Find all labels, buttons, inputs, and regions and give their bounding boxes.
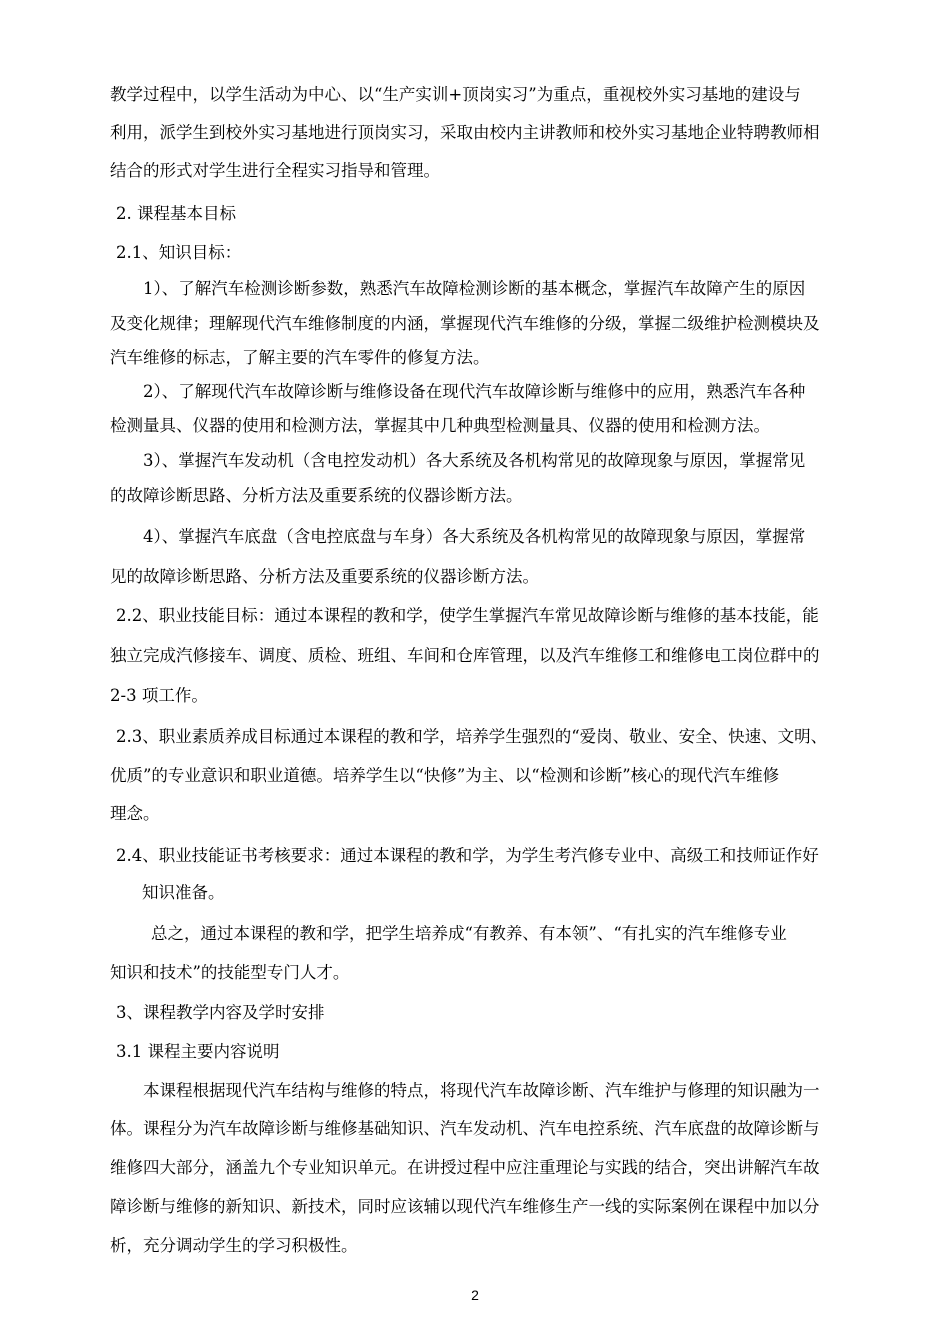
intro-line-1: 教学过程中，以学生活动为中心、以“生产实训+顶岗实习”为重点，重视校外实习基地的建设与 bbox=[110, 85, 801, 104]
content-para-line-2: 体。课程分为汽车故障诊断与维修基础知识、汽车发动机、汽车电控系统、汽车底盘的故障诊断与 bbox=[110, 1119, 820, 1138]
knowledge-item-3-line-2: 的故障诊断思路、分析方法及重要系统的仪器诊断方法。 bbox=[110, 486, 523, 505]
quality-line-2: 优质”的专业意识和职业道德。培养学生以“快修”为主、以“检测和诊断”核心的现代汽车维修 bbox=[110, 766, 780, 785]
skills-line-2: 独立完成汽修接车、调度、质检、班组、车间和仓库管理，以及汽车维修工和维修电工岗位群中的 bbox=[110, 646, 820, 665]
section-3-1-heading: 3.1 课程主要内容说明 bbox=[116, 1042, 280, 1061]
knowledge-item-2-line-2: 检测量具、仪器的使用和检测方法，掌握其中几种典型检测量具、仪器的使用和检测方法。 bbox=[110, 416, 770, 435]
knowledge-item-4-line-1: 4）、掌握汽车底盘（含电控底盘与车身）各大系统及各机构常见的故障现象与原因，掌握常 bbox=[143, 527, 806, 546]
certificate-line-1: 2.4、职业技能证书考核要求：通过本课程的教和学，为学生考汽修专业中、高级工和技师证作好 bbox=[116, 846, 819, 865]
summary-line-1: 总之，通过本课程的教和学，把学生培养成“有教养、有本领”、“有扎实的汽车维修专业 bbox=[151, 924, 787, 943]
page-number: 2 bbox=[471, 1287, 479, 1303]
knowledge-item-1-line-1: 1）、了解汽车检测诊断参数，熟悉汽车故障检测诊断的基本概念，掌握汽车故障产生的原因 bbox=[143, 279, 806, 298]
section-2-heading: 2. 课程基本目标 bbox=[116, 204, 236, 223]
skills-line-3: 2-3 项工作。 bbox=[110, 686, 208, 705]
knowledge-heading: 2.1、知识目标： bbox=[116, 243, 242, 262]
skills-line-1: 2.2、职业技能目标：通过本课程的教和学，使学生掌握汽车常见故障诊断与维修的基本技能，能 bbox=[116, 606, 819, 625]
content-para-line-3: 维修四大部分，涵盖九个专业知识单元。在讲授过程中应注重理论与实践的结合，突出讲解汽车故 bbox=[110, 1158, 820, 1177]
summary-line-2: 知识和技术”的技能型专门人才。 bbox=[110, 963, 350, 982]
knowledge-item-1-line-2: 及变化规律；理解现代汽车维修制度的内涵，掌握现代汽车维修的分级，掌握二级维护检测模块及 bbox=[110, 314, 820, 333]
intro-line-3: 结合的形式对学生进行全程实习指导和管理。 bbox=[110, 161, 440, 180]
knowledge-item-4-line-2: 见的故障诊断思路、分析方法及重要系统的仪器诊断方法。 bbox=[110, 567, 539, 586]
content-para-line-5: 析，充分调动学生的学习积极性。 bbox=[110, 1236, 358, 1255]
quality-line-3: 理念。 bbox=[110, 804, 160, 823]
quality-line-1: 2.3、职业素质养成目标通过本课程的教和学，培养学生强烈的“爱岗、敬业、安全、快速、文明、 bbox=[116, 727, 828, 746]
knowledge-item-3-line-1: 3）、掌握汽车发动机（含电控发动机）各大系统及各机构常见的故障现象与原因，掌握常见 bbox=[143, 451, 806, 470]
content-para-line-4: 障诊断与维修的新知识、新技术，同时应该辅以现代汽车维修生产一线的实际案例在课程中加以分 bbox=[110, 1197, 820, 1216]
content-para-line-1: 本课程根据现代汽车结构与维修的特点，将现代汽车故障诊断、汽车维护与修理的知识融为一 bbox=[143, 1081, 820, 1100]
intro-line-2: 利用，派学生到校外实习基地进行顶岗实习，采取由校内主讲教师和校外实习基地企业特聘教师相 bbox=[110, 123, 820, 142]
section-3-heading: 3、课程教学内容及学时安排 bbox=[116, 1003, 325, 1022]
certificate-line-2: 知识准备。 bbox=[142, 883, 225, 902]
knowledge-item-2-line-1: 2）、了解现代汽车故障诊断与维修设备在现代汽车故障诊断与维修中的应用，熟悉汽车各种 bbox=[143, 382, 806, 401]
knowledge-item-1-line-3: 汽车维修的标志，了解主要的汽车零件的修复方法。 bbox=[110, 348, 490, 367]
